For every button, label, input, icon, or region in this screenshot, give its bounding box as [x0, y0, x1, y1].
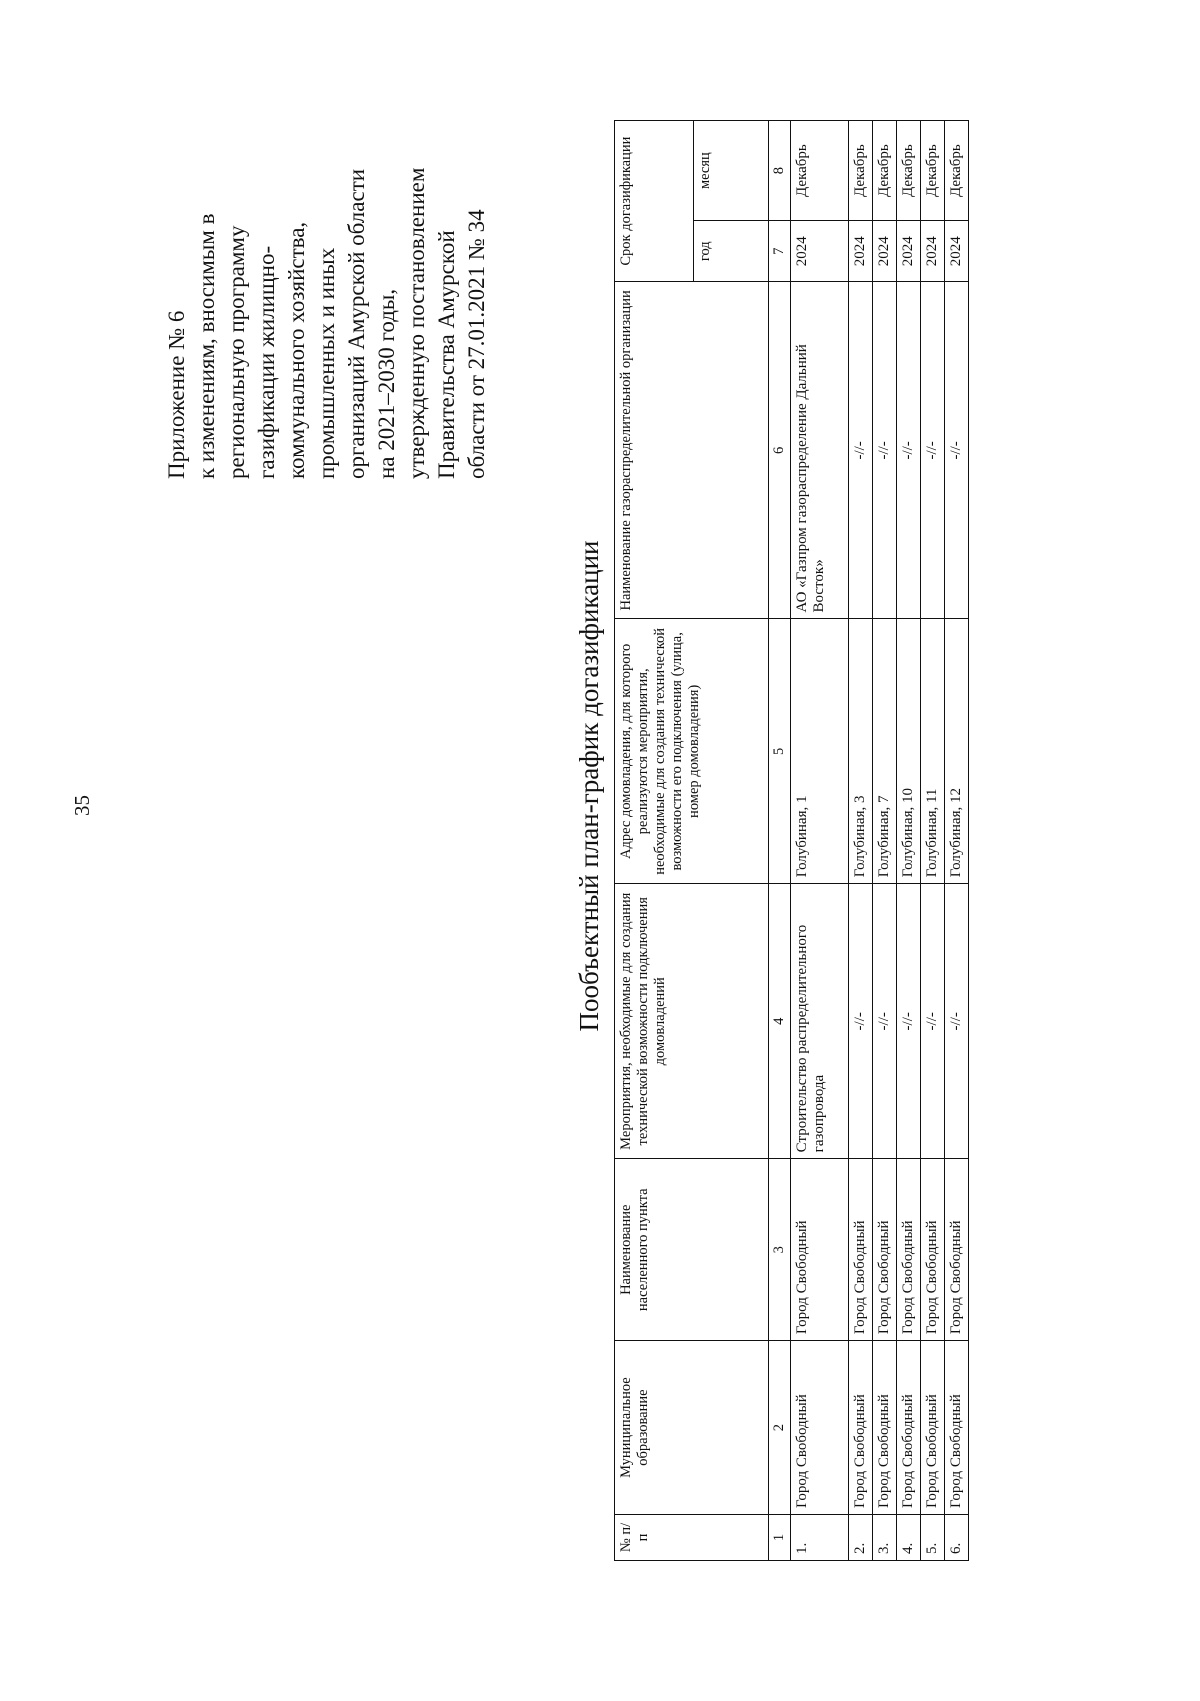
appendix-line: организаций Амурской области	[344, 168, 369, 479]
row-settlement: Город Свободный	[849, 1159, 873, 1341]
row-gdo: -//-	[945, 282, 969, 619]
row-municipality: Город Свободный	[873, 1341, 897, 1515]
column-number: 2	[769, 1341, 791, 1515]
column-number: 8	[769, 121, 791, 221]
row-gdo: -//-	[921, 282, 945, 619]
row-num: 6.	[945, 1514, 969, 1560]
column-number: 5	[769, 619, 791, 884]
row-measures: -//-	[873, 884, 897, 1159]
row-measures: -//-	[945, 884, 969, 1159]
row-year: 2024	[873, 221, 897, 282]
row-month: Декабрь	[897, 121, 921, 221]
row-municipality: Город Свободный	[897, 1341, 921, 1515]
column-number-row	[769, 121, 791, 1561]
column-number: 6	[769, 282, 791, 619]
row-measures: -//-	[849, 884, 873, 1159]
row-address: Голубиная, 12	[945, 619, 969, 884]
row-measures: Строительство распределительного газопровода	[791, 884, 849, 1159]
row-num: 5.	[921, 1514, 945, 1560]
row-measures: -//-	[921, 884, 945, 1159]
appendix-note	[162, 168, 492, 479]
header-gdo: Наименование газораспределительной организации	[615, 282, 769, 619]
row-settlement: Город Свободный	[791, 1159, 849, 1341]
row-year: 2024	[849, 221, 873, 282]
table-row	[897, 121, 921, 1561]
row-address: Голубиная, 7	[873, 619, 897, 884]
row-year: 2024	[945, 221, 969, 282]
header-address: Адрес домовладения, для которого реализуются мероприятия, необходимые для создания технической возможности его подключения (улица, номер домовладения)	[615, 619, 769, 884]
table-row	[873, 121, 897, 1561]
row-municipality: Город Свободный	[791, 1341, 849, 1515]
row-measures: -//-	[897, 884, 921, 1159]
appendix-line: региональную программу	[224, 225, 249, 479]
row-gdo: -//-	[849, 282, 873, 619]
row-num: 2.	[849, 1514, 873, 1560]
row-month: Декабрь	[873, 121, 897, 221]
table-row	[849, 121, 873, 1561]
row-municipality: Город Свободный	[945, 1341, 969, 1515]
row-year: 2024	[791, 221, 849, 282]
row-num: 3.	[873, 1514, 897, 1560]
appendix-line: утвержденную постановлением	[404, 167, 429, 479]
appendix-line: на 2021–2030 годы,	[374, 288, 399, 479]
row-num: 1.	[791, 1514, 849, 1560]
row-address: Голубиная, 11	[921, 619, 945, 884]
table-row	[791, 121, 849, 1561]
row-gdo: АО «Газпром газораспределение Дальний Восток»	[791, 282, 849, 619]
column-number: 3	[769, 1159, 791, 1341]
appendix-line: газификации жилищно-	[254, 245, 279, 479]
row-municipality: Город Свободный	[849, 1341, 873, 1515]
row-address: Голубиная, 10	[897, 619, 921, 884]
header-municipality: Муниципальное образование	[615, 1341, 769, 1515]
row-num: 4.	[897, 1514, 921, 1560]
table-row	[921, 121, 945, 1561]
appendix-line: промышленных и иных	[314, 247, 339, 479]
header-measures: Мероприятия, необходимые для создания технической возможности подключения домовладений	[615, 884, 769, 1159]
header-month: месяц	[694, 121, 769, 221]
row-month: Декабрь	[849, 121, 873, 221]
row-year: 2024	[897, 221, 921, 282]
document-title: Пообъектный план-график догазификации	[574, 540, 604, 1032]
row-gdo: -//-	[897, 282, 921, 619]
appendix-line: коммунального хозяйства,	[284, 221, 309, 479]
row-year: 2024	[921, 221, 945, 282]
header-settlement: Наименование населенного пункта	[615, 1159, 769, 1341]
gasification-schedule-table	[614, 120, 969, 1561]
page-number: 35	[70, 795, 94, 816]
appendix-line: Приложение № 6	[164, 310, 189, 479]
row-municipality: Город Свободный	[921, 1341, 945, 1515]
row-settlement: Город Свободный	[945, 1159, 969, 1341]
column-number: 4	[769, 884, 791, 1159]
row-address: Голубиная, 3	[849, 619, 873, 884]
row-address: Голубиная, 1	[791, 619, 849, 884]
row-settlement: Город Свободный	[897, 1159, 921, 1341]
row-month: Декабрь	[921, 121, 945, 221]
row-settlement: Город Свободный	[873, 1159, 897, 1341]
table-row	[945, 121, 969, 1561]
row-settlement: Город Свободный	[921, 1159, 945, 1341]
header-year: год	[694, 221, 769, 282]
row-gdo: -//-	[873, 282, 897, 619]
header-deadline: Срок догазификации	[615, 121, 694, 282]
header-num: № п/п	[615, 1514, 769, 1560]
column-number: 7	[769, 221, 791, 282]
appendix-line: к изменениям, вносимым в	[194, 213, 219, 479]
row-month: Декабрь	[791, 121, 849, 221]
appendix-line: области от 27.01.2021 № 34	[464, 209, 489, 479]
row-month: Декабрь	[945, 121, 969, 221]
appendix-line: Правительства Амурской	[434, 230, 459, 479]
column-number: 1	[769, 1514, 791, 1560]
